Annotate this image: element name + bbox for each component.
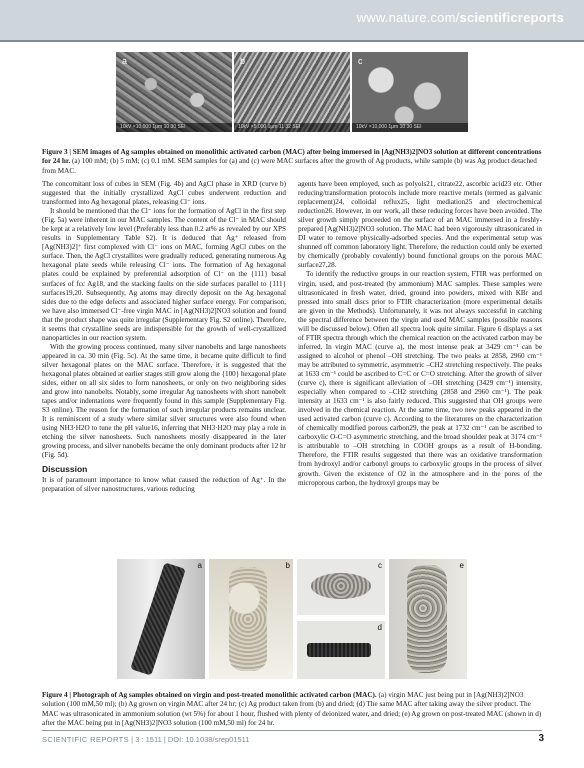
panel-label: a — [197, 561, 202, 570]
paragraph: The concomitant loss of cubes in SEM (Fig. 4b) and AgCl phase in XRD (curve b) suggested that the initially crystallized AgCl cubes underwent reduction and transformed into Ag hexagonal plates, releasing Cl⁻ ions. — [42, 180, 286, 207]
panel-label: e — [459, 561, 464, 570]
panel-label: c — [378, 561, 382, 570]
figure-3-caption — [42, 148, 542, 176]
silver-product — [311, 573, 371, 599]
journal-url[interactable] — [357, 10, 564, 25]
paragraph: agents have been employed, such as polyols21, citrate22, ascorbic acid23 etc. Other reducing/transformation protocols include more reactive metals (termed as galvanic replacement)24, colloidal reflux25, light mediation25 and electrochemical reduction26. However, in our work, all these reducing forces have been avoided. The silver growth simply proceeded on the surface of an MAC immersed in a freshly-prepared [Ag(NH3)2]NO3 solution. The MAC had been vigorously ultrasonicated in DI water to remove physically-adsorbed species. And the experimental setup was shunned off common laboratory light. Therefore, the reduction could only be exerted by chemically (probably covalently) bound functional groups on the porous MAC surface27,28. — [298, 180, 542, 270]
figure-3-sem-images — [116, 52, 468, 132]
photo-panel-c — [297, 559, 385, 615]
sem-info-bar: 10kV ×5,000 1μm 11 32 SEI — [234, 123, 350, 132]
section-heading: Discussion — [42, 464, 88, 475]
carbon-monolith — [307, 643, 371, 657]
citation[interactable]: | 3 : 1511 | DOI: 10.1038/srep01511 — [131, 735, 250, 744]
sem-panel-b — [234, 52, 350, 132]
caption-title: Figure 4 | Photograph of Ag samples obtained on virgin and post-treated monolithic activated carbon (MAC). — [42, 691, 377, 699]
caption-body: (a) 100 mM; (b) 5 mM; (c) 0.1 mM. SEM samples for (a) and (c) were MAC surfaces after the growth of Ag products, while sample (b) was Ag product detached from MAC. — [42, 157, 537, 175]
carbon-monolith — [130, 562, 186, 675]
silver-growth — [407, 565, 447, 673]
page-number: 3 — [538, 733, 544, 744]
panel-label: c — [358, 56, 363, 66]
url-prefix: www.nature.com/ — [356, 10, 460, 25]
silver-growth — [229, 567, 267, 671]
header-bar — [0, 0, 584, 40]
figure-4-caption — [42, 691, 542, 728]
caption-title: Figure 3 | SEM images of Ag samples obtained on monolithic activated carbon (MAC) after being immersed in [Ag(NH3)2]NO3 solution at different concentrations for 24 hr. — [42, 148, 542, 166]
figure-4-photographs — [117, 559, 467, 679]
photo-panel-e — [389, 559, 467, 679]
panel-label: b — [285, 561, 290, 570]
paragraph: It should be mentioned that the Cl⁻ ions for the formation of AgCl in the first step (Fig. 5a) were inherent in our MAC samples. The content of the Cl⁻ in MAC should be kept at a relatively low level (Preferably less than 0.2 at% as revealed by our XPS results in Supplementary Table S2). It is deduced that Ag⁺ released from [Ag(NH3)2]⁺ first complexed with Cl⁻ ions on MAC, forming AgCl cubes on the surface. Then, the AgCl crystallites were gradually reduced, generating numerous Ag hexagonal plate seeds while releasing Cl⁻ ions. The formation of Ag hexagonal plates could be explained by preferential adsorption of Cl⁻ on the {111} basal surfaces of fcc Ag18, and the stacking faults on the side surfaces parallel to {111} surfaces19,20. Subsequently, Ag atoms may directly deposit on the Ag hexagonal sides due to the edge defects and associated higher surface energy. For comparison, we have also immersed Cl⁻-free virgin MAC in [Ag(NH3)2]NO3 solution and found that the product shape was quite irregular (Supplementary Fig. S2 online). Therefore, it seems that crystalline seeds are indispensible for the growth of well-crystallized nanoparticles in our reaction system. — [42, 207, 286, 342]
paragraph: To identify the reductive groups in our reaction system, FTIR was performed on virgin, used, and post-treated (by ammonium) MAC samples. These samples were ultrasonicated in fresh water, dried, ground into powders, mixed with KBr and pressed into small discs prior to FTIR characterization (more experimental details are given in the Methods). Unfortunately, it was not always successful in catching the spectral difference between the virgin and used MAC samples (possible reasons will be discussed below). Often all spectra look quite similar. Figure 6 displays a set of FTIR spectra through which the chemical reaction on the activated carbon may be inferred. In virgin MAC (curve a), the most intense peak at 3429 cm⁻¹ can be assigned to alcohol or phenol –OH stretching. The two peaks at 2858, 2960 cm⁻¹ may be attributed to symmetric, asymmetric –CH2 stretching respectively. The peaks at 1633 cm⁻¹ could be ascribed to C=C or C=O stretching. After the growth of silver (curve c), there is significant alleviation of –OH stretching (3429 cm⁻¹) intensity, especially when compared to –CH2 stretching (2858 and 2960 cm⁻¹). The peak intensity at 1633 cm⁻¹ is also fairly reduced. This suggested that OH groups were involved in the chemical reaction. At the same time, two new peaks appeared in the used activated carbon (curve c). According to the literatures on the characterization of chemically modified porous carbon29, the peak at 1732 cm⁻¹ can be ascribed to carboxylic O-C=O asymmetric stretching, and the broad shoulder peak at 3174 cm⁻¹ is attributable to –OH stretching in COOH groups as a result of H-bonding. Therefore, the FTIR results suggested that there was an oxidative transformation from hydroxyl and/or carbonyl groups to carboxylic groups in the process of silver growth. Given the existence of O2 in the atmosphere and in the pores of the microporous carbon, the hydroxyl groups may be — [298, 270, 542, 487]
journal-name: SCIENTIFIC REPORTS — [42, 735, 130, 744]
sem-info-bar: 10kV ×10,000 1μm 10 30 SEI — [352, 123, 468, 132]
right-column — [298, 180, 542, 488]
url-journal-name: scientificreports — [459, 10, 564, 25]
header-divider — [0, 40, 584, 42]
panel-label: d — [377, 623, 382, 632]
photo-panel-b — [209, 559, 293, 679]
caption-body: (a) virgin MAC just being put in [Ag(NH3)2]NO3 solution (100 mM,50 ml); (b) Ag grown on virgin MAC after 24 hr; (c) Ag product taken from (b) and dried; (d) The same MAC after taking away the silver product. The MAC was ultrasonicated in ammonium solution (wt 5%) for about 1 hour, flushed with plenty of deionized water, and dried; (e) Ag grown on post-treated MAC (shown in d) after the MAC being put in [Ag(NH3)2]NO3 solution (100 mM,50 ml) for 24 hr. — [42, 691, 542, 727]
paragraph: It is of paramount importance to know what caused the reduction of Ag⁺. In the preparation of silver nanostructures, various reducing — [42, 475, 286, 493]
footer — [42, 735, 249, 744]
photo-panel-d — [297, 621, 385, 679]
sem-panel-c — [352, 52, 468, 132]
left-column — [42, 180, 286, 494]
sem-panel-a — [116, 52, 232, 132]
panel-label: a — [122, 56, 128, 66]
sem-info-bar: 10kV ×10,000 1μm 10 30 SEI — [116, 123, 232, 132]
photo-panel-a — [117, 559, 205, 679]
paragraph: With the growing process continued, many silver nanobelts and large nanosheets appeared in ca. 30 min (Fig. 5c). At the same time, it became quite difficult to find silver hexagonal plates on the MAC surface. Therefore, it is suggested that the hexagonal plates obtained at earlier stages still grow along the {100} hexagonal plate sides, either on all six sides to form nanosheets, or only on two neighboring sides and grow into nanobelts. Notably, some irregular Ag nanosheets with short nanobelt tapes and/or indentations were frequently found in this sample (Supplementary Fig. S3 online). The reason for the formation of such irregular products remains unclear. It is reminiscent of a study where similar silver structures were also found when using NH3·H2O to tune the pH value16, inferring that NH3·H2O may play a role in etching the silver nanosheets. Such nanosheets mostly disappeared in the later growing process, and silver nanobelts became the only dominant products after 12 hr (Fig. 5d). — [42, 342, 286, 460]
panel-label: b — [240, 56, 246, 66]
footer-divider — [42, 730, 542, 731]
